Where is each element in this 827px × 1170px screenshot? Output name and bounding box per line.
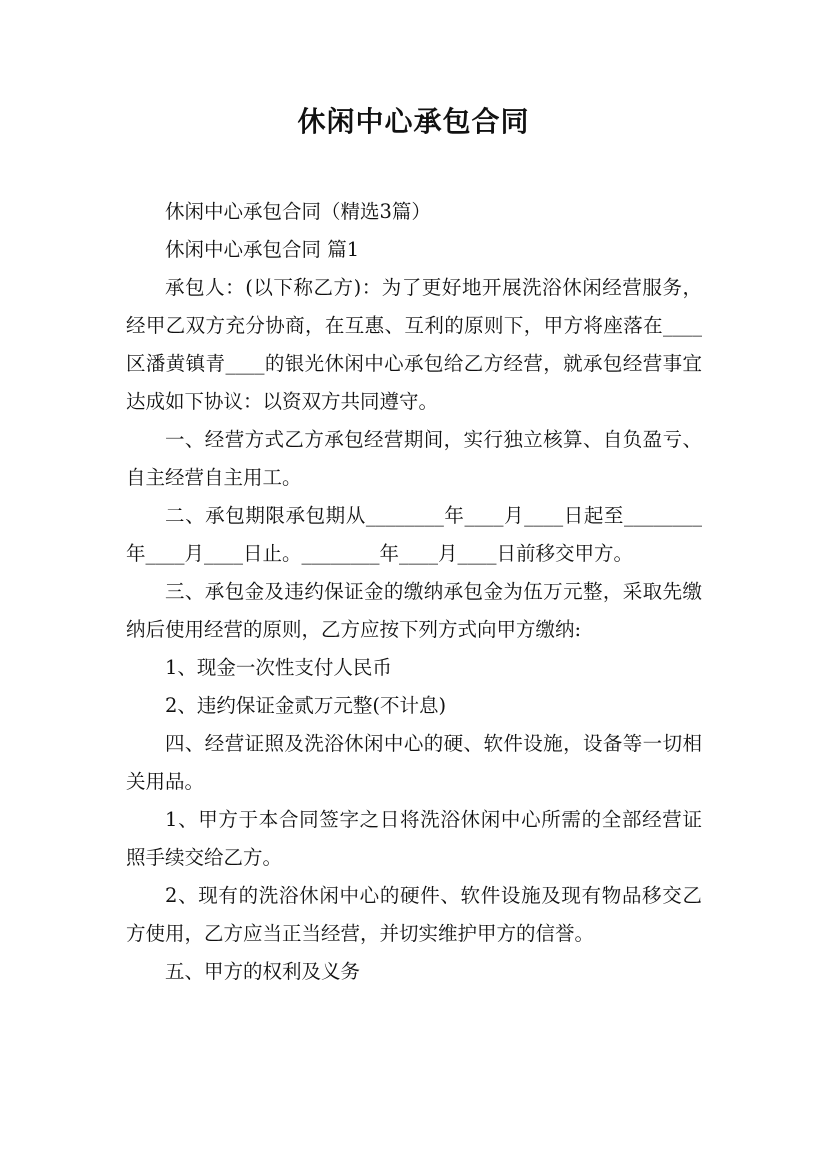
paragraph-clause-4: 四、经营证照及洗浴休闲中心的硬、软件设施，设备等一切相关用品。 [126, 732, 702, 793]
document-title: 休闲中心承包合同 [297, 105, 530, 138]
paragraph-clause-4-item-2: 2、现有的洗浴休闲中心的硬件、软件设施及现有物品移交乙方使用，乙方应当正当经营，并切实维护甲方的信誉。 [126, 884, 702, 945]
paragraph-clause-3-item-2: 2、违约保证金贰万元整(不计息) [165, 694, 447, 717]
paragraph-clause-3: 三、承包金及违约保证金的缴纳承包金为伍万元整，采取先缴纳后使用经营的原则，乙方应按下列方式向甲方缴纳: [126, 580, 702, 641]
paragraph-preamble: 承包人：(以下称乙方)：为了更好地开展洗浴休闲经营服务，经甲乙双方充分协商，在互惠、互利的原则下，甲方将座落在____区潘黄镇青____的银光休闲中心承包给乙方经营，就承包经营事宜达成如下协议：以资双方共同遵守。 [126, 276, 702, 413]
paragraph-clause-3-item-1: 1、现金一次性支付人民币 [165, 656, 392, 679]
paragraph-clause-5: 五、甲方的权利及义务 [165, 960, 361, 983]
paragraph-section-heading: 休闲中心承包合同 篇1 [165, 238, 360, 261]
paragraph-clause-4-item-1: 1、甲方于本合同签字之日将洗浴休闲中心所需的全部经营证照手续交给乙方。 [126, 808, 702, 869]
paragraph-subtitle: 休闲中心承包合同（精选3篇） [165, 200, 431, 223]
paragraph-clause-2: 二、承包期限承包期从________年____月____日起至________年____月____日止。________年____月____日前移交甲方。 [126, 504, 702, 565]
paragraph-clause-1: 一、经营方式乙方承包经营期间，实行独立核算、自负盈亏、自主经营自主用工。 [126, 428, 702, 489]
document-body [126, 193, 702, 991]
